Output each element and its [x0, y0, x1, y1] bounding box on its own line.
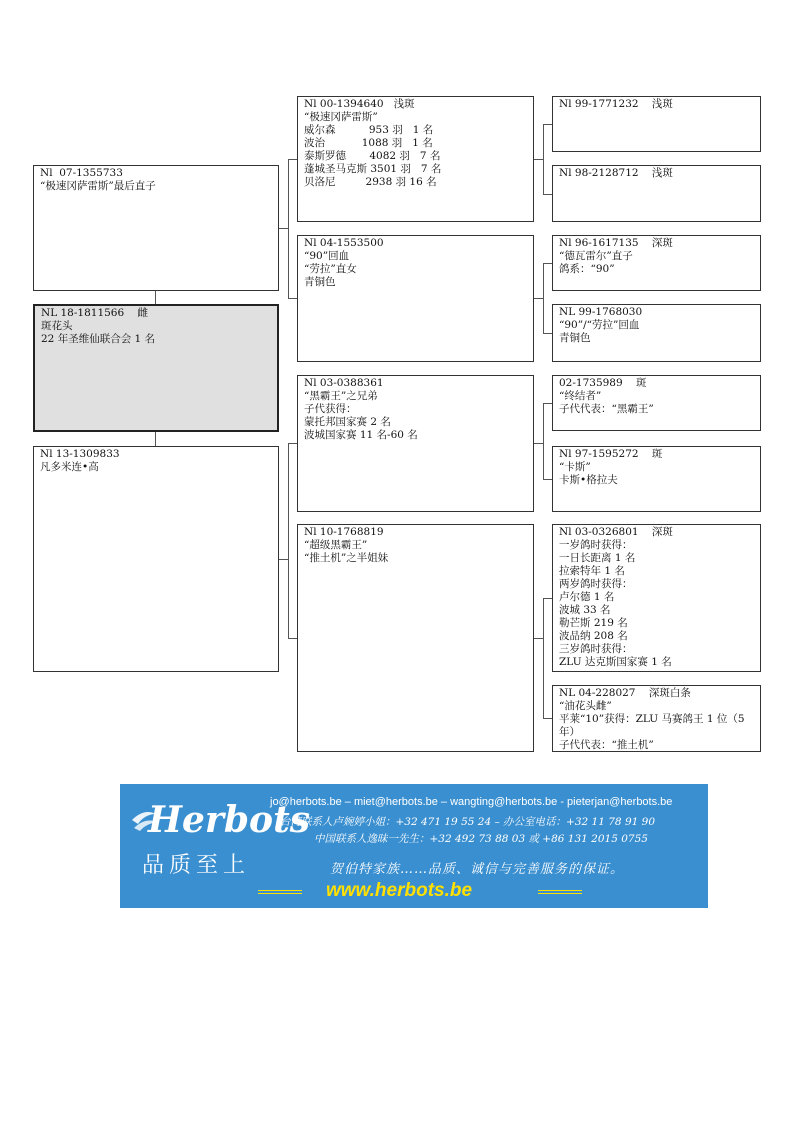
herbots-logo [130, 790, 310, 848]
connector-sss-in [543, 124, 552, 125]
pedigree-text-line: “超级黑霸王” [304, 539, 368, 551]
pedigree-text-line: 02-1735989 斑 [559, 377, 647, 389]
dss-box [552, 375, 761, 431]
connector-dam-out [279, 559, 288, 560]
connector-subject-dam [155, 432, 156, 446]
connector-sd-in [288, 298, 297, 299]
website-link[interactable]: www.herbots.be [326, 880, 473, 901]
pedigree-text-line: 波品纳 208 名 [559, 630, 628, 642]
divider-left [258, 890, 302, 894]
pedigree-text-line: 卡斯•格拉夫 [559, 474, 618, 486]
pedigree-text-line: 鸽系：“90” [559, 263, 615, 275]
pedigree-text-line: 勒芒斯 219 名 [559, 617, 628, 629]
pedigree-text-line: 波城国家赛 11 名-60 名 [304, 429, 418, 441]
motto: 贺伯特家族……品质、诚信与完善服务的保证。 [330, 862, 625, 877]
pedigree-text-line: 一岁鸽时获得： [559, 539, 633, 551]
pedigree-text-line: 蒙托邦国家赛 2 名 [304, 416, 391, 428]
pedigree-text-line: Nl 04-1553500 [304, 237, 384, 249]
pedigree-text-line: Nl 07-1355733 [40, 167, 123, 179]
pedigree-text-line: Nl 00-1394640 浅斑 [304, 98, 415, 110]
pedigree-text-line: NL 99-1768030 [559, 306, 643, 318]
pedigree-text-line: 凡多米连•高 [40, 461, 99, 473]
dam-box [33, 446, 279, 672]
pedigree-text-line: 拉索特年 1 名 [559, 565, 625, 577]
sire-sire-box [297, 96, 534, 222]
sire-dam-box [297, 235, 534, 362]
sss-box [552, 96, 761, 152]
connector-dd-out [534, 638, 543, 639]
pedigree-text-line: 三岁鸽时获得： [559, 643, 633, 655]
herbots-banner [120, 784, 708, 908]
connector-dd-parents [543, 598, 544, 718]
pedigree-text-line: 一日长距离 1 名 [559, 552, 636, 564]
pedigree-text-line: 22 年圣维仙联合会 1 名 [41, 333, 156, 345]
pedigree-text-line: 泰斯罗德 4082 羽 7 名 [304, 150, 441, 162]
connector-sd-parents [543, 263, 544, 333]
pedigree-text-line: “极速冈萨雷斯” [304, 111, 378, 123]
pedigree-text-line: “卡斯” [559, 461, 591, 473]
slogan: 品质至上 [142, 853, 251, 878]
brand-name: Herbots [148, 799, 310, 841]
connector-ds-in [288, 443, 297, 444]
pedigree-text-line: 青铜色 [304, 276, 336, 288]
pedigree-text-line: 青铜色 [559, 332, 591, 344]
china-contact: 中国联系人逸昧一先生：+32 492 73 88 03 或 +86 131 2015 0755 [314, 833, 648, 845]
pedigree-text-line: “黑霸王”之兄弟 [304, 390, 378, 402]
dam-sire-box [297, 375, 534, 512]
pedigree-text-line: Nl 97-1595272 斑 [559, 448, 663, 460]
pedigree-text-line: “终结者” [559, 390, 602, 402]
connector-ss-out [534, 159, 543, 160]
pedigree-text-line: “劳拉”直女 [304, 263, 357, 275]
taiwan-contact: 台湾联系人卢婉婷小姐：+32 471 19 55 24 – 办公室电话：+32 11 78 91 90 [280, 816, 656, 828]
divider-right [538, 890, 582, 894]
connector-ds-out [534, 443, 543, 444]
connector-ssd-in [543, 194, 552, 195]
connector-sire-subject [155, 291, 156, 304]
connector-ds-parents [543, 403, 544, 479]
pedigree-text-line: 斑花头 [41, 320, 73, 332]
pedigree-text-line: 贝洛尼 2938 羽 16 名 [304, 176, 437, 188]
pedigree-text-line: 波城 33 名 [559, 604, 611, 616]
connector-dam-parents [288, 443, 289, 638]
connector-ddd-in [543, 718, 552, 719]
pedigree-text-line: “90”回血 [304, 250, 350, 262]
connector-ss-parents [543, 124, 544, 194]
dam-dam-box [297, 524, 534, 752]
connector-ss-in [288, 159, 297, 160]
pedigree-text-line: NL 18-1811566 雌 [41, 307, 149, 319]
pedigree-text-line: Nl 13-1309833 [40, 448, 120, 460]
pedigree-text-line: Nl 10-1768819 [304, 526, 384, 538]
connector-sdd-in [543, 333, 552, 334]
sire-box [33, 165, 279, 291]
pedigree-text-line: ZLU 达克斯国家赛 1 名 [559, 656, 672, 668]
pedigree-text-line: Nl 03-0326801 深斑 [559, 526, 673, 538]
connector-sire-out [279, 228, 288, 229]
sdd-box [552, 304, 761, 362]
connector-dd-in [288, 638, 297, 639]
pedigree-text-line: 两岁鸽时获得： [559, 578, 633, 590]
connector-dss-in [543, 403, 552, 404]
pedigree-text-line: “90”/“劳拉”回血 [559, 319, 640, 331]
connector-sds-in [543, 263, 552, 264]
pedigree-text-line: “油花头雌” [559, 700, 612, 712]
pedigree-text-line: 子代代表：“推土机” [559, 739, 654, 751]
pedigree-text-line: 威尔森 953 羽 1 名 [304, 124, 434, 136]
pedigree-text-line: “推土机”之半姐妹 [304, 552, 389, 564]
pedigree-text-line: Nl 96-1617135 深斑 [559, 237, 673, 249]
pedigree-text-line: 卢尔德 1 名 [559, 591, 615, 603]
subject-box [33, 304, 279, 432]
connector-dsd-in [543, 479, 552, 480]
ddd-box [552, 685, 761, 752]
pedigree-text-line: 子代获得： [304, 403, 357, 415]
dsd-box [552, 446, 761, 512]
pedigree-text-line: NL 04-228027 深斑白条 [559, 687, 691, 699]
pedigree-text-line: “德瓦雷尔”直子 [559, 250, 633, 262]
pedigree-text-line: 平莱“10”获得：ZLU 马赛鸽王 1 位（5 [559, 713, 745, 725]
ssd-box [552, 165, 761, 222]
connector-sire-parents [288, 159, 289, 299]
pedigree-text-line: Nl 03-0388361 [304, 377, 384, 389]
connector-sd-out [534, 298, 543, 299]
dds-box [552, 524, 761, 672]
pedigree-text-line: “极速冈萨雷斯”最后直子 [40, 180, 156, 192]
connector-dds-in [543, 598, 552, 599]
contact-emails[interactable]: jo@herbots.be – miet@herbots.be – wangting@herbots.be - pieterjan@herbots.be [270, 796, 673, 808]
pedigree-text-line: Nl 99-1771232 浅斑 [559, 98, 673, 110]
pedigree-text-line: 波治 1088 羽 1 名 [304, 137, 433, 149]
pedigree-text-line: Nl 98-2128712 浅斑 [559, 167, 673, 179]
pedigree-text-line: 年） [559, 726, 580, 738]
pedigree-text-line: 蓬城圣马克斯 3501 羽 7 名 [304, 163, 442, 175]
pedigree-text-line: 子代代表：“黑霸王” [559, 403, 654, 415]
sds-box [552, 235, 761, 291]
